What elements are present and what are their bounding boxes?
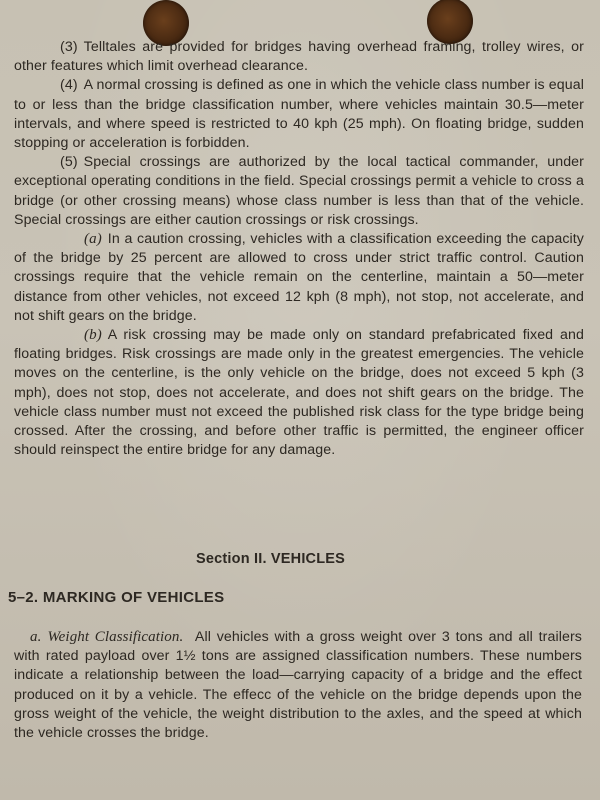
paragraph-text: A normal crossing is defined as one in which the vehicle class number is equal to or less than the bridge classification number, where vehicles maintain 30.5—meter intervals, and where speed is restricted to 40 kph (25 mph). On floating bridge, sudden stopping or acceleration is forbidden. [14, 77, 584, 152]
paragraph-label: (5) [60, 154, 78, 171]
final-paragraph [14, 628, 582, 743]
section-title: Section II. VEHICLES [196, 551, 346, 567]
section-heading: 5–2. MARKING OF VEHICLES [8, 589, 225, 606]
paragraph-text: Telltales are provided for bridges having overhead framing, trolley wires, or other features which limit overhead clearance. [14, 39, 584, 75]
paragraph-text: In a caution crossing, vehicles with a classification exceeding the capacity of the bridge by 25 percent are allowed to cross under strict traffic control. Caution crossings require that the vehicle remain on the centerline, maintain a 50—meter distance from other vehicles, not exceed 12 kph (8 mph), not stop, not accelerate, and not shift gears on the bridge. [14, 231, 584, 324]
paragraph-3 [14, 38, 584, 76]
paragraph-4 [14, 76, 584, 153]
paragraph-label: a. [30, 629, 42, 645]
paragraph-label: (3) [60, 39, 78, 55]
paragraph-label: (a) [84, 231, 102, 248]
paragraph-label: (4) [60, 77, 78, 94]
paragraph-5a [14, 230, 584, 326]
paragraph-5 [14, 153, 584, 230]
body-text [14, 38, 584, 460]
paragraph-text: Special crossings are authorized by the local tactical commander, under exceptional operating conditions in the field. Special crossings permit a vehicle to cross a bridge (or other crossing means) whose class number is less than that of the vehicle. Special crossings are either caution crossings or risk crossings. [14, 154, 584, 228]
paragraph-text: A risk crossing may be made only on standard prefabricated fixed and floating bridges. Risk crossings are made only in the greatest emergencies. The vehicle moves on the centerline, is the only vehicle on the bridge, does not exceed 5 kph (3 mph), does not stop, does not accelerate, and does not shift gears on the bridge. The vehicle class number must not exceed the published risk class for the type bridge being crossed. After the crossing, and before other traffic is permitted, the engineer officer should reinspect the entire bridge for any damage. [14, 327, 584, 459]
paragraph-text: All vehicles with a gross weight over 3 tons and all trailers with rated payload over 1½ tons are assigned classification numbers. These numbers indicate a relationship between the load—carrying capacity of a bridge and the effect produced on it by a vehicle. The effecc of the vehicle on the bridge depends upon the gross weight of the vehicle, the weight distribution to the axles, and the speed at which the vehicle crosses the bridge. [14, 629, 582, 742]
paragraph-5b [14, 326, 584, 460]
paragraph-title: Weight Classification. [47, 629, 184, 645]
paragraph-label: (b) [84, 327, 102, 344]
